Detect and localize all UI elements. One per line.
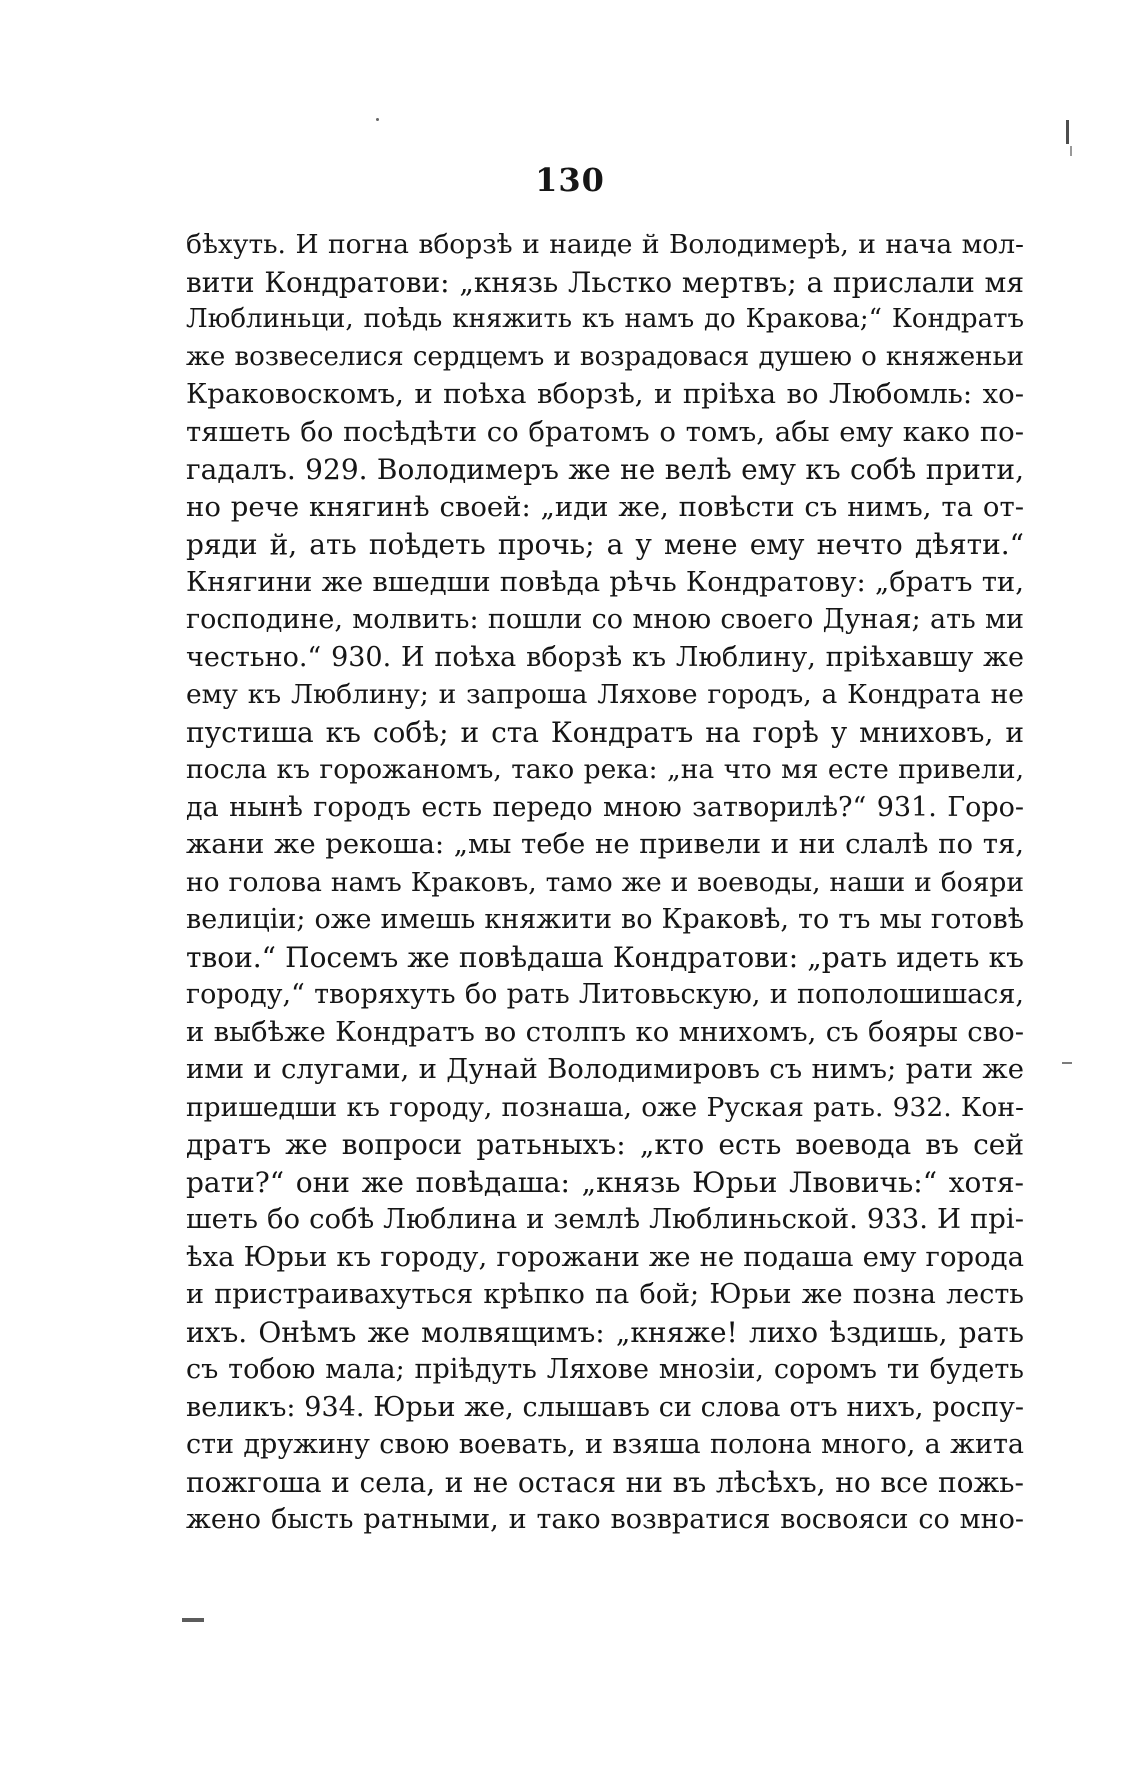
- text-line: но рече княгинѣ своей: „иди же, повѣсти съ нимъ, та от-: [186, 490, 1024, 523]
- scan-speck: [376, 118, 379, 121]
- text-line: и пристраивахуться крѣпко па бой; Юрьи же позна лесть: [186, 1279, 1024, 1310]
- text-line: жани же рекоша: „мы тебе не привели и ни слалѣ по тя,: [186, 828, 1024, 860]
- text-line: да нынѣ городъ есть передо мною затворилѣ?“ 931. Горо-: [186, 791, 1024, 823]
- text-line: велицiи; оже имешь княжити во Краковѣ, то тъ мы готовѣ: [186, 904, 1024, 935]
- scan-mark-top-right: [1066, 120, 1069, 144]
- text-line: пустиша къ собѣ; и ста Кондратъ на горѣ у мниховъ, и: [186, 715, 1024, 749]
- text-line: твои.“ Посемъ же повѣдаша Кондратови: „рать идеть къ: [186, 940, 1024, 974]
- scan-mark-right: [1062, 1062, 1072, 1064]
- text-line: дратъ же вопроси ратьныхъ: „кто есть воевода въ сей: [186, 1128, 1024, 1161]
- text-line: и выбѣже Кондратъ во столпъ ко мнихомъ, съ бояры сво-: [186, 1015, 1024, 1048]
- text-line: шеть бо собѣ Люблина и землѣ Люблиньской. 933. И прi-: [186, 1203, 1024, 1235]
- text-line: Княгини же вшедши повѣда рѣчь Кондратову: „братъ ти,: [186, 565, 1024, 598]
- scan-mark-top-right-small: [1070, 146, 1072, 156]
- text-line: ихъ. Онѣмъ же молвящимъ: „княже! лихо ѣздишь, рать: [186, 1315, 1024, 1349]
- text-line: честьно.“ 930. И поѣха вборзѣ къ Люблину, прiѣхавшу же: [186, 641, 1024, 673]
- page-number: 130: [535, 161, 605, 199]
- text-line: гадалъ. 929. Володимеръ же не велѣ ему къ собѣ прити,: [186, 453, 1024, 486]
- text-line: великъ: 934. Юрьи же, слышавъ си слова отъ нихъ, роспу-: [186, 1391, 1024, 1423]
- text-line: Люблиньци, поѣдь княжить къ намъ до Кракова;“ Кондратъ: [186, 304, 1024, 334]
- text-line: но голова намъ Краковъ, тамо же и воеводы, наши и бояри: [186, 866, 1024, 898]
- text-line: ему къ Люблину; и запроша Ляхове городъ, а Кондрата не: [186, 679, 1024, 710]
- text-line: пожгоша и села, и не остася ни въ лѣсѣхъ, но все пожь-: [186, 1465, 1024, 1499]
- text-line: рати?“ они же повѣдаша: „князь Юрьи Лвовичь:“ хотя-: [186, 1165, 1024, 1199]
- text-line: же возвеселися сердцемъ и возрадовася душею о княженьи: [186, 341, 1024, 372]
- text-line: ими и слугами, и Дунай Володимировъ съ нимъ; рати же: [186, 1053, 1024, 1085]
- scan-mark-bottom-left: [182, 1618, 204, 1622]
- text-line: городу,“ творяхуть бо рать Литовьскую, и пополошишася,: [186, 979, 1024, 1010]
- text-line: съ тобою мала; прiѣдуть Ляхове мнозiи, соромъ ти будеть: [186, 1354, 1024, 1385]
- text-line: посла къ горожаномъ, тако река: „на что мя есте привели,: [186, 754, 1024, 785]
- text-line: тяшеть бо посѣдѣти со братомъ о томъ, абы ему како по-: [186, 415, 1024, 448]
- text-line: бѣхуть. И погна вборзѣ и наиде й Володимерѣ, и нача мол-: [186, 229, 1024, 260]
- page-body-text: [186, 226, 1024, 1539]
- text-line: ряди й, ать поѣдеть прочь; а у мене ему нечто дѣяти.“: [186, 528, 1024, 561]
- text-line: вити Кондратови: „князь Льстко мертвъ; а прислали мя: [186, 265, 1024, 299]
- text-line: Краковоскомъ, и поѣха вборзѣ, и прiѣха во Любомль: хо-: [186, 378, 1024, 410]
- text-line: пришедши къ городу, познаша, оже Руская рать. 932. Кон-: [186, 1091, 1024, 1123]
- text-line: ѣха Юрьи къ городу, горожани же не подаша ему города: [186, 1240, 1024, 1273]
- text-line: господине, молвить: пошли со мною своего Дуная; ать ми: [186, 604, 1024, 635]
- text-line: жено бысть ратными, и тако возвратися восвояси со мно-: [186, 1504, 1024, 1535]
- text-line: сти дружину свою воевать, и взяша полона много, а жита: [186, 1429, 1024, 1460]
